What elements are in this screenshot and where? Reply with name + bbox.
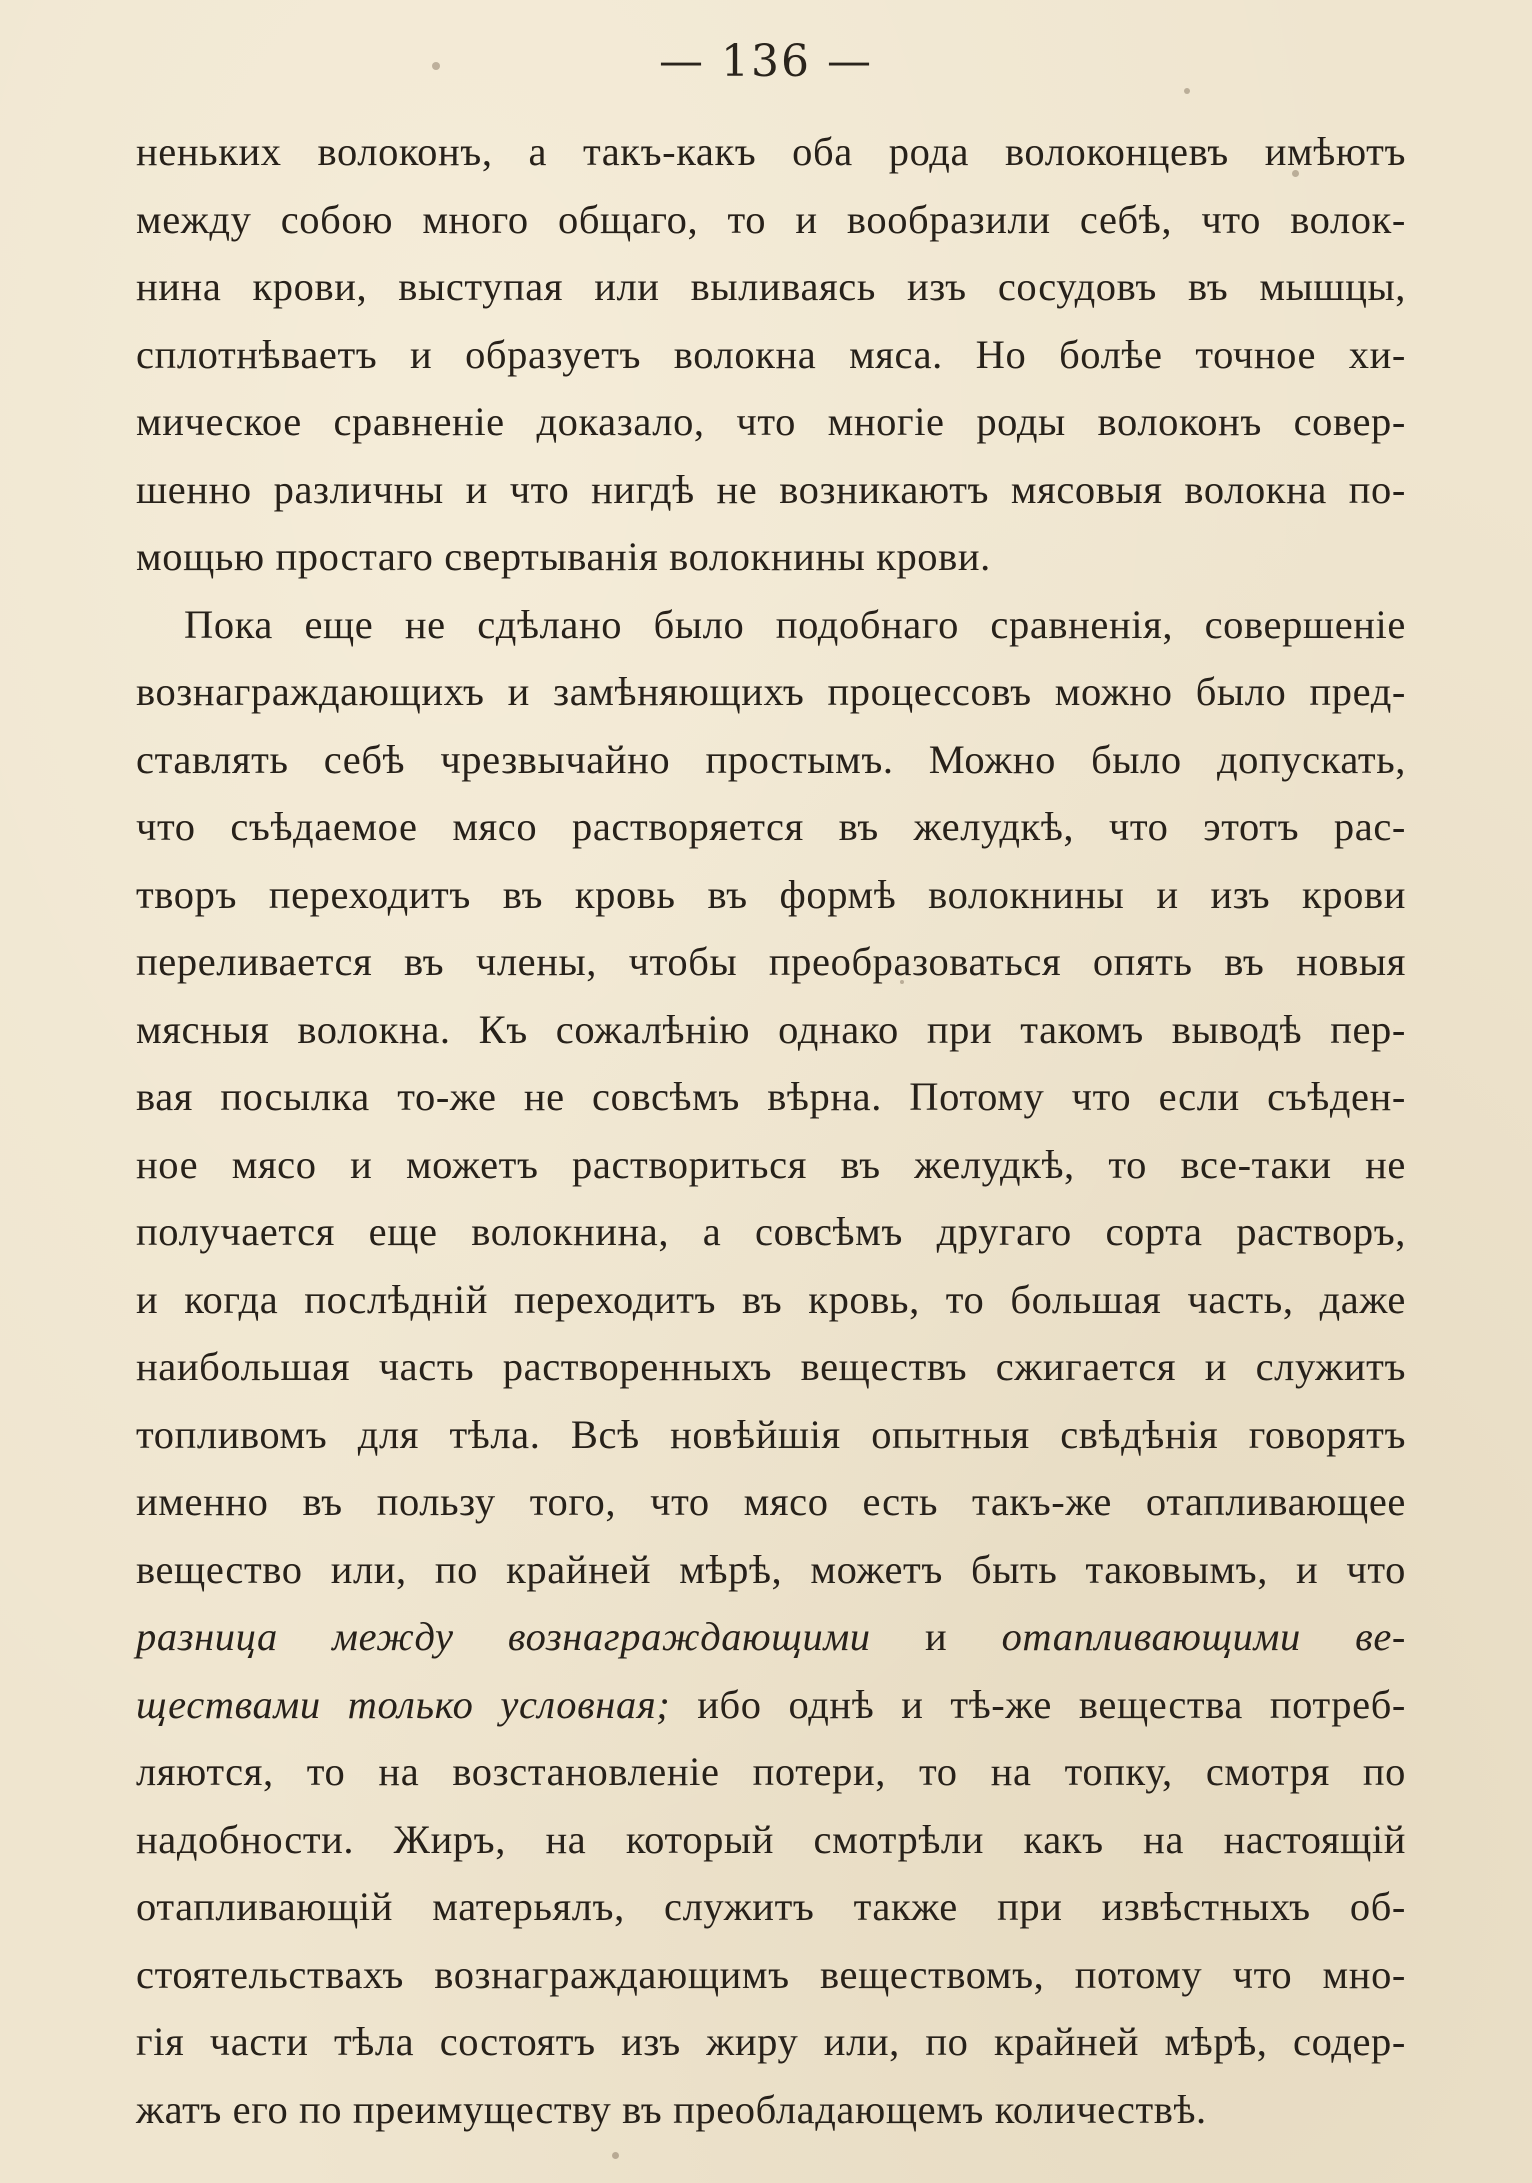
text-line xyxy=(136,2008,1406,2076)
text-line xyxy=(136,321,1406,389)
text-line xyxy=(136,1873,1406,1941)
text-line xyxy=(136,1603,1406,1671)
text-line xyxy=(136,1468,1406,1536)
paper-speck xyxy=(1184,88,1190,94)
italic-phrase: ществами только условная; xyxy=(136,1681,671,1727)
paper-speck xyxy=(432,62,440,70)
line-text: мясныя волокна. Къ сожалѣнію однако при такомъ выводѣ пер- xyxy=(136,1006,1406,1052)
text-line xyxy=(136,928,1406,996)
line-text: именно въ пользу того, что мясо есть такъ-же отапливающее xyxy=(136,1479,1406,1524)
line-text: ное мясо и можетъ раствориться въ желудкѣ, то все-таки не xyxy=(136,1141,1406,1187)
text-line xyxy=(136,2076,1406,2144)
text-line xyxy=(136,996,1406,1064)
text-line xyxy=(136,1333,1406,1401)
line-text: стоятельствахъ вознаграждающимъ веществомъ, потому что мно- xyxy=(136,1951,1406,1997)
line-text: неньких волоконъ, а такъ-какъ оба рода волоконцевъ имѣютъ xyxy=(136,129,1406,174)
text-line xyxy=(136,523,1406,591)
line-text: переливается въ члены, чтобы преобразоваться опять въ новыя xyxy=(136,939,1406,984)
line-text: вая посылка то-же не совсѣмъ вѣрна. Потому что если съѣден- xyxy=(136,1074,1406,1119)
paper-speck xyxy=(900,980,904,984)
line-text: получается еще волокнина, а совсѣмъ другаго сорта растворъ, xyxy=(136,1209,1406,1254)
line-text: жатъ его по преимуществу въ преобладающемъ количествѣ. xyxy=(136,2086,1207,2132)
text-line xyxy=(136,793,1406,861)
text-line xyxy=(136,1266,1406,1334)
line-text: вознаграждающихъ и замѣняющихъ процессовъ можно было пред- xyxy=(136,669,1406,714)
text-line xyxy=(136,118,1406,186)
paragraph-first-line xyxy=(136,591,1406,659)
line-text: мическое сравненіе доказало, что многіе роды волоконъ совер- xyxy=(136,399,1406,444)
text-line xyxy=(136,1131,1406,1199)
page-number: — 136 — xyxy=(659,36,873,87)
text-line xyxy=(136,861,1406,929)
line-text: нина крови, выступая или выливаясь изъ сосудовъ въ мышцы, xyxy=(136,264,1406,309)
line-text: наибольшая часть растворенныхъ веществъ сжигается и служитъ xyxy=(136,1344,1406,1389)
line-text: надобности. Жиръ, на который смотрѣли какъ на настоящій xyxy=(136,1816,1406,1862)
paper-speck xyxy=(1292,170,1299,177)
line-text: сплотнѣваетъ и образуетъ волокна мяса. Но болѣе точное хи- xyxy=(136,331,1406,377)
text-line xyxy=(136,1941,1406,2009)
line-text: мощью простаго свертыванія волокнины крови. xyxy=(136,534,991,579)
line-text: шенно различны и что нигдѣ не возникаютъ мясовыя волокна по- xyxy=(136,466,1406,512)
line-text: топливомъ для тѣла. Всѣ новѣйшія опытныя свѣдѣнія говорятъ xyxy=(136,1411,1406,1457)
line-text: ибо однѣ и тѣ-же вещества потреб- xyxy=(670,1681,1406,1727)
italic-phrase: отапливающими ве- xyxy=(1001,1614,1406,1659)
line-text: творъ переходитъ въ кровь въ формѣ волокнины и изъ крови xyxy=(136,871,1406,917)
paper-speck xyxy=(612,2152,619,2159)
line-text: отапливающій матерьялъ, служитъ также при извѣстныхъ об- xyxy=(136,1884,1406,1929)
text-line xyxy=(136,253,1406,321)
page-body xyxy=(136,118,1406,2143)
text-line xyxy=(136,1738,1406,1806)
text-line xyxy=(136,1536,1406,1604)
text-line xyxy=(136,1401,1406,1469)
line-text: и xyxy=(870,1614,1002,1659)
text-line xyxy=(136,456,1406,524)
text-line xyxy=(136,1198,1406,1266)
text-line xyxy=(136,186,1406,254)
line-text: между собою много общаго, то и вообразили себѣ, что волок- xyxy=(136,196,1406,242)
text-line xyxy=(136,388,1406,456)
line-text: вещество или, по крайней мѣрѣ, можетъ быть таковымъ, и что xyxy=(136,1546,1406,1592)
text-line xyxy=(136,1806,1406,1874)
text-line xyxy=(136,1063,1406,1131)
line-text: гія части тѣла состоятъ изъ жиру или, по крайней мѣрѣ, содер- xyxy=(136,2019,1406,2064)
italic-phrase: разница между вознаграждающими xyxy=(136,1614,871,1659)
text-line xyxy=(136,1671,1406,1739)
line-text: ляются, то на возстановленіе потери, то на топку, смотря по xyxy=(136,1749,1406,1794)
line-text: ставлять себѣ чрезвычайно простымъ. Можно было допускать, xyxy=(136,736,1406,782)
text-line xyxy=(136,726,1406,794)
text-line xyxy=(136,658,1406,726)
line-text: и когда послѣдній переходитъ въ кровь, то большая часть, даже xyxy=(136,1276,1406,1322)
line-text: Пока еще не сдѣлано было подобнаго сравненія, совершеніе xyxy=(184,601,1406,647)
line-text: что съѣдаемое мясо растворяется въ желудкѣ, что этотъ рас- xyxy=(136,804,1406,849)
